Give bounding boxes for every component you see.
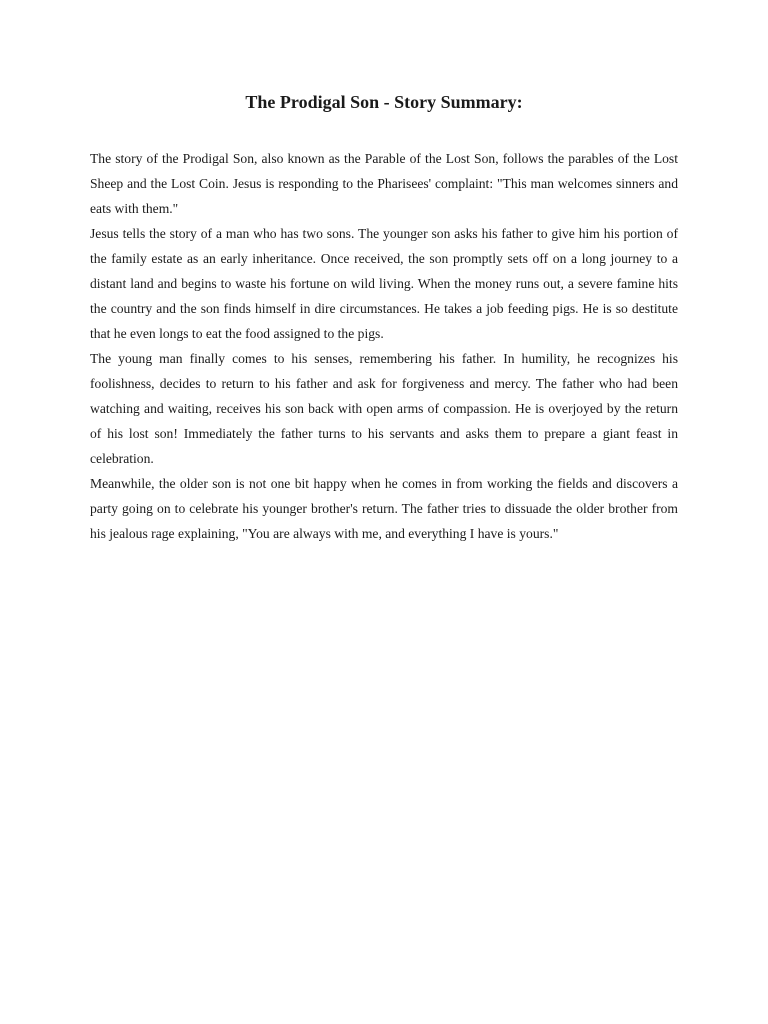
paragraph-intro: The story of the Prodigal Son, also known as the Parable of the Lost Son, follows the parables of the Lost Sheep and the Lost Coin. Jesus is responding to the Pharisees' complaint: "This man welcomes sinners and eats with them." [90, 151, 678, 216]
page-title: The Prodigal Son - Story Summary: [245, 92, 523, 112]
paragraph-two-sons: Jesus tells the story of a man who has two sons. The younger son asks his father to give him his portion of the family estate as an early inheritance. Once received, the son promptly sets off on a long journey to a distant land and begins to waste his fortune on wild living. When the money runs out, a severe famine hits the country and the son finds himself in dire circumstances. He takes a job feeding pigs. He is so destitute that he even longs to eat the food assigned to the pigs. [90, 226, 678, 341]
document-body [90, 146, 678, 546]
paragraph-older-son: Meanwhile, the older son is not one bit happy when he comes in from working the fields and discovers a party going on to celebrate his younger brother's return. The father tries to dissuade the older brother from his jealous rage explaining, "You are always with me, and everything I have is yours." [90, 476, 678, 541]
paragraph-return: The young man finally comes to his senses, remembering his father. In humility, he recognizes his foolishness, decides to return to his father and ask for forgiveness and mercy. The father who had been watching and waiting, receives his son back with open arms of compassion. He is overjoyed by the return of his lost son! Immediately the father turns to his servants and asks them to prepare a giant feast in celebration. [90, 351, 678, 466]
